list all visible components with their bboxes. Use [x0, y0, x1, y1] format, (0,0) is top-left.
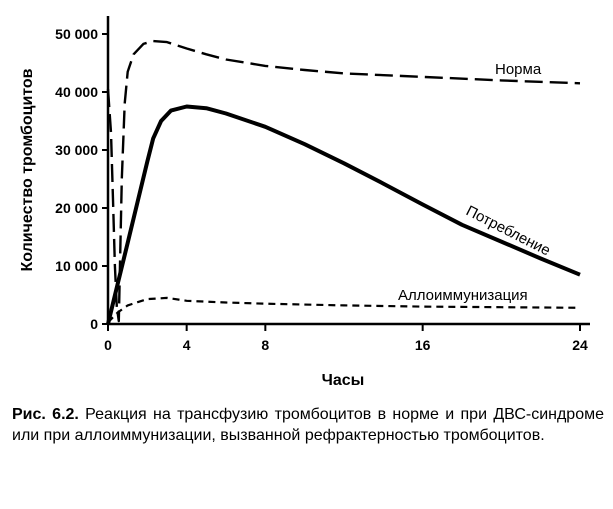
- x-tick-label-1: 4: [182, 337, 191, 353]
- series-label-2: Аллоиммунизация: [398, 287, 528, 304]
- x-tick-label-3: 16: [414, 337, 431, 353]
- y-tick-label-0: 0: [90, 316, 98, 332]
- caption-lead: Рис. 6.2.: [12, 406, 79, 423]
- series-line-0: [108, 41, 580, 321]
- y-tick-label-2: 20 000: [55, 200, 98, 216]
- series-label-1: Потребление: [463, 202, 554, 260]
- series-label-0: Норма: [495, 61, 542, 78]
- y-tick-label-4: 40 000: [55, 84, 98, 100]
- x-axis-title: Часы: [321, 372, 365, 389]
- y-axis-title: Количество тромбоцитов: [19, 68, 36, 272]
- y-tick-label-3: 30 000: [55, 142, 98, 158]
- y-tick-label-1: 10 000: [55, 258, 98, 274]
- y-tick-label-5: 50 000: [55, 26, 98, 42]
- caption-text: Реакция на трансфузию тромбоцитов в норме и при ДВС-синдроме или при аллоиммунизации, вызванной рефрактерностью тромбоцитов.: [12, 406, 605, 444]
- x-tick-label-0: 0: [104, 337, 112, 353]
- figure-caption: [12, 404, 604, 446]
- x-tick-label-2: 8: [261, 337, 270, 353]
- x-tick-label-4: 24: [572, 337, 588, 353]
